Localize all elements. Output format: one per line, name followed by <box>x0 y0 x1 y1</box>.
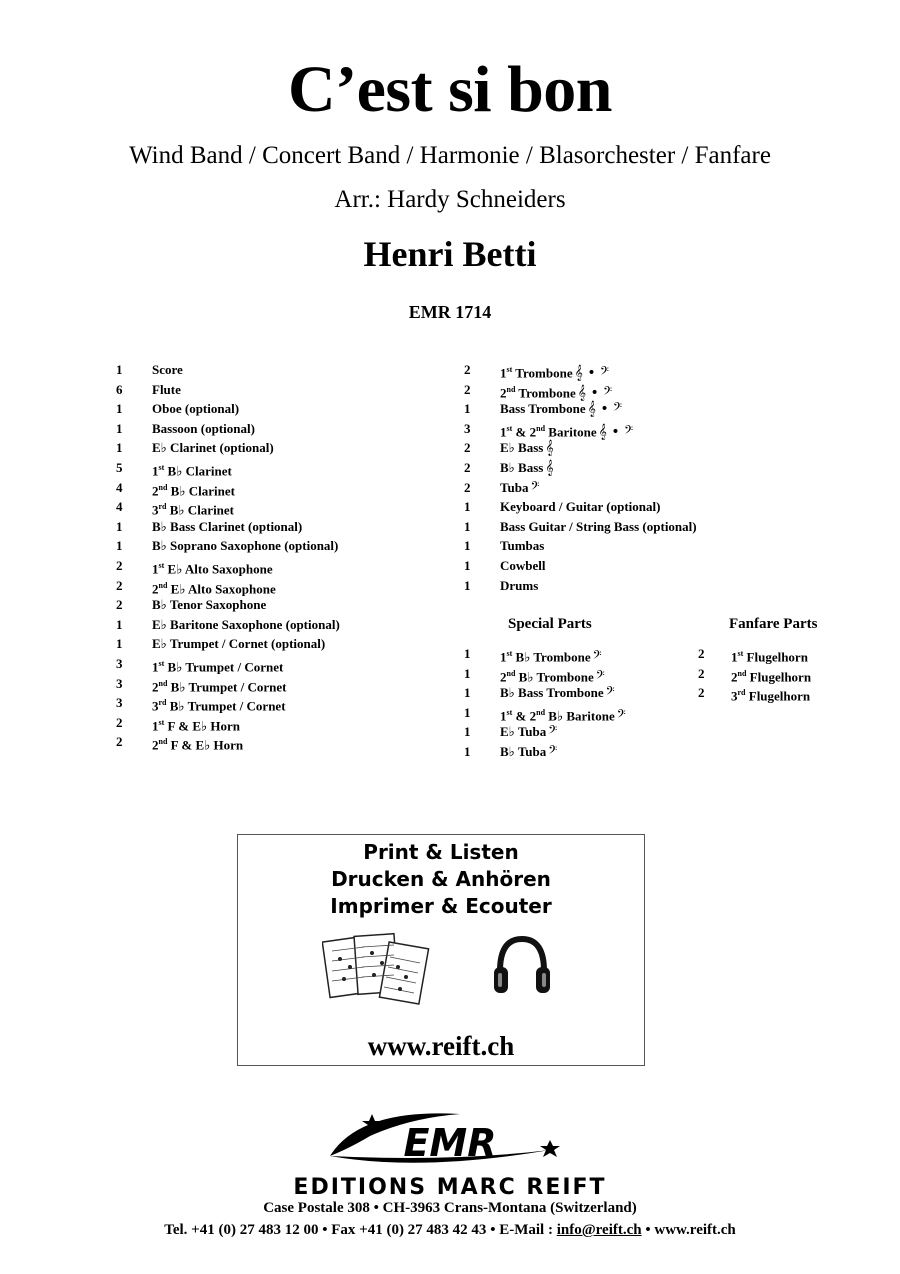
part-quantity: 1 <box>464 558 471 573</box>
part-quantity: 2 <box>116 734 123 750</box>
part-name: 2nd B♭ Clarinet <box>152 482 235 498</box>
part-name: B♭ Tenor Saxophone <box>152 597 267 613</box>
part-name: 2nd F & E♭ Horn <box>152 737 244 753</box>
promo-line-1: Print & Listen <box>363 840 519 864</box>
email-label: E-Mail : <box>499 1222 553 1238</box>
part-name: 1st B♭ Trombone 𝄢 <box>500 649 602 666</box>
part-name: Flute <box>152 381 181 397</box>
separator-bullet: • <box>322 1222 332 1238</box>
part-name: 3rd B♭ Clarinet <box>152 502 235 518</box>
part-name: 1st Trombone 𝄞 • 𝄢 <box>500 365 610 382</box>
clef-icon: 𝄞 • 𝄢 <box>574 365 610 382</box>
part-quantity: 3 <box>116 656 123 671</box>
part-quantity: 2 <box>464 440 471 456</box>
part-name: E♭ Trumpet / Cornet (optional) <box>152 636 326 652</box>
catalog-number: EMR 1714 <box>408 302 492 322</box>
part-name: 2nd Trombone 𝄞 • 𝄢 <box>500 384 613 401</box>
part-quantity: 2 <box>698 685 705 701</box>
arranger: Arr.: Hardy Schneiders <box>334 186 566 213</box>
clef-icon: 𝄞 • 𝄢 <box>598 424 634 441</box>
part-quantity: 2 <box>698 665 705 681</box>
part-quantity: 4 <box>116 479 123 495</box>
part-quantity: 2 <box>698 646 705 661</box>
clef-icon: 𝄢 <box>530 479 540 496</box>
emr-logo <box>300 1106 580 1178</box>
part-quantity: 2 <box>464 381 471 397</box>
separator-bullet: • <box>645 1222 655 1238</box>
clef-icon: 𝄢 <box>616 708 626 725</box>
composer: Henri Betti <box>363 234 537 274</box>
headphones-icon <box>490 931 554 1001</box>
part-quantity: 1 <box>116 401 123 417</box>
part-name: Drums <box>500 577 539 593</box>
part-name: Bass Trombone 𝄞 • 𝄢 <box>500 401 623 418</box>
part-name: 1st B♭ Trumpet / Cornet <box>152 659 284 675</box>
special-parts-heading: Special Parts <box>508 616 592 632</box>
part-quantity: 2 <box>464 460 471 475</box>
part-name: Tumbas <box>500 538 545 554</box>
sheet-music-icon <box>322 931 434 1013</box>
part-name: 3rd B♭ Trumpet / Cornet <box>152 698 286 714</box>
part-quantity: 2 <box>116 577 123 593</box>
clef-icon: 𝄢 <box>595 668 605 685</box>
part-name: 2nd E♭ Alto Saxophone <box>152 580 276 596</box>
part-name: B♭ Bass Trombone 𝄢 <box>500 685 615 702</box>
part-name: 1st & 2nd Baritone 𝄞 • 𝄢 <box>500 423 634 441</box>
promo-line-2: Drucken & Anhören <box>331 867 551 891</box>
part-quantity: 1 <box>116 362 123 377</box>
part-name: 2nd B♭ Trumpet / Cornet <box>152 678 287 694</box>
part-quantity: 1 <box>116 636 123 652</box>
part-name: 1st F & E♭ Horn <box>152 717 240 734</box>
part-name: 3rd Flugelhorn <box>731 688 811 704</box>
part-quantity: 1 <box>116 440 123 456</box>
part-name: E♭ Baritone Saxophone (optional) <box>152 616 340 632</box>
part-quantity: 1 <box>464 499 471 515</box>
part-name: B♭ Bass 𝄞 <box>500 460 554 476</box>
part-name: 2nd B♭ Trombone 𝄢 <box>500 668 605 685</box>
part-quantity: 2 <box>116 714 123 730</box>
clef-icon: 𝄞 <box>545 440 554 457</box>
part-name: 1st Flugelhorn <box>731 649 808 665</box>
part-name: Bass Guitar / String Bass (optional) <box>500 518 697 534</box>
clef-icon: 𝄞 <box>545 460 554 476</box>
part-quantity: 3 <box>116 695 123 711</box>
part-name: B♭ Soprano Saxophone (optional) <box>152 538 339 554</box>
promo-url[interactable]: www.reift.ch <box>367 1031 515 1061</box>
part-name: B♭ Bass Clarinet (optional) <box>152 518 303 534</box>
clef-icon: 𝄢 <box>548 744 558 760</box>
emr-logo-text: EMR <box>403 1121 497 1165</box>
contact-line <box>0 1220 900 1240</box>
clef-icon: 𝄞 • 𝄢 <box>577 384 613 401</box>
clef-icon: 𝄢 <box>548 724 558 741</box>
clef-icon: 𝄞 • 𝄢 <box>587 401 623 418</box>
part-quantity: 1 <box>116 518 123 534</box>
part-quantity: 1 <box>464 577 471 593</box>
clef-icon: 𝄢 <box>592 649 602 666</box>
fax-number: Fax +41 (0) 27 483 42 43 <box>331 1222 487 1238</box>
subtitle: Wind Band / Concert Band / Harmonie / Blasorchester / Fanfare <box>129 142 771 169</box>
part-name: 1st & 2nd B♭ Baritone 𝄢 <box>500 707 626 725</box>
publisher-name: EDITIONS MARC REIFT <box>293 1175 607 1200</box>
part-name: Keyboard / Guitar (optional) <box>500 499 661 515</box>
part-quantity: 1 <box>464 704 471 720</box>
part-quantity: 5 <box>116 460 123 475</box>
part-quantity: 2 <box>116 597 123 613</box>
print-listen-box <box>237 834 645 1066</box>
part-name: Tuba 𝄢 <box>500 479 540 496</box>
part-name: Bassoon (optional) <box>152 420 255 436</box>
part-quantity: 4 <box>116 499 123 515</box>
part-name: Cowbell <box>500 558 546 573</box>
part-name: E♭ Tuba 𝄢 <box>500 724 558 741</box>
part-quantity: 1 <box>116 616 123 632</box>
part-quantity: 6 <box>116 381 123 397</box>
part-quantity: 1 <box>464 646 471 661</box>
website-link[interactable]: www.reift.ch <box>654 1222 736 1238</box>
phone-number: Tel. +41 (0) 27 483 12 00 <box>164 1222 319 1238</box>
part-name: 1st E♭ Alto Saxophone <box>152 561 273 577</box>
part-quantity: 1 <box>464 538 471 554</box>
part-name: B♭ Tuba 𝄢 <box>500 744 558 760</box>
part-quantity: 1 <box>464 685 471 701</box>
promo-line-3: Imprimer & Ecouter <box>330 894 552 918</box>
separator-bullet: • <box>490 1222 500 1238</box>
part-name: Oboe (optional) <box>152 401 240 417</box>
part-quantity: 1 <box>464 724 471 740</box>
part-quantity: 2 <box>464 479 471 495</box>
part-quantity: 1 <box>464 518 471 534</box>
part-name: E♭ Bass 𝄞 <box>500 440 554 457</box>
publisher-address: Case Postale 308 • CH-3963 Crans-Montana (Switzerland) <box>263 1200 637 1216</box>
part-quantity: 1 <box>464 401 471 417</box>
part-quantity: 1 <box>116 538 123 554</box>
part-name: E♭ Clarinet (optional) <box>152 440 274 456</box>
part-name: 1st B♭ Clarinet <box>152 463 232 479</box>
part-quantity: 1 <box>464 665 471 681</box>
part-quantity: 3 <box>116 675 123 691</box>
clef-icon: 𝄢 <box>605 685 615 702</box>
page-title: C’est si bon <box>287 53 613 126</box>
email-link[interactable]: info@reift.ch <box>556 1222 642 1238</box>
part-quantity: 2 <box>116 558 123 573</box>
part-name: Score <box>152 362 183 377</box>
part-quantity: 2 <box>464 362 471 377</box>
part-quantity: 3 <box>464 420 471 436</box>
part-quantity: 1 <box>464 744 471 759</box>
part-name: 2nd Flugelhorn <box>731 668 812 684</box>
part-quantity: 1 <box>116 420 123 436</box>
fanfare-parts-heading: Fanfare Parts <box>729 616 818 632</box>
